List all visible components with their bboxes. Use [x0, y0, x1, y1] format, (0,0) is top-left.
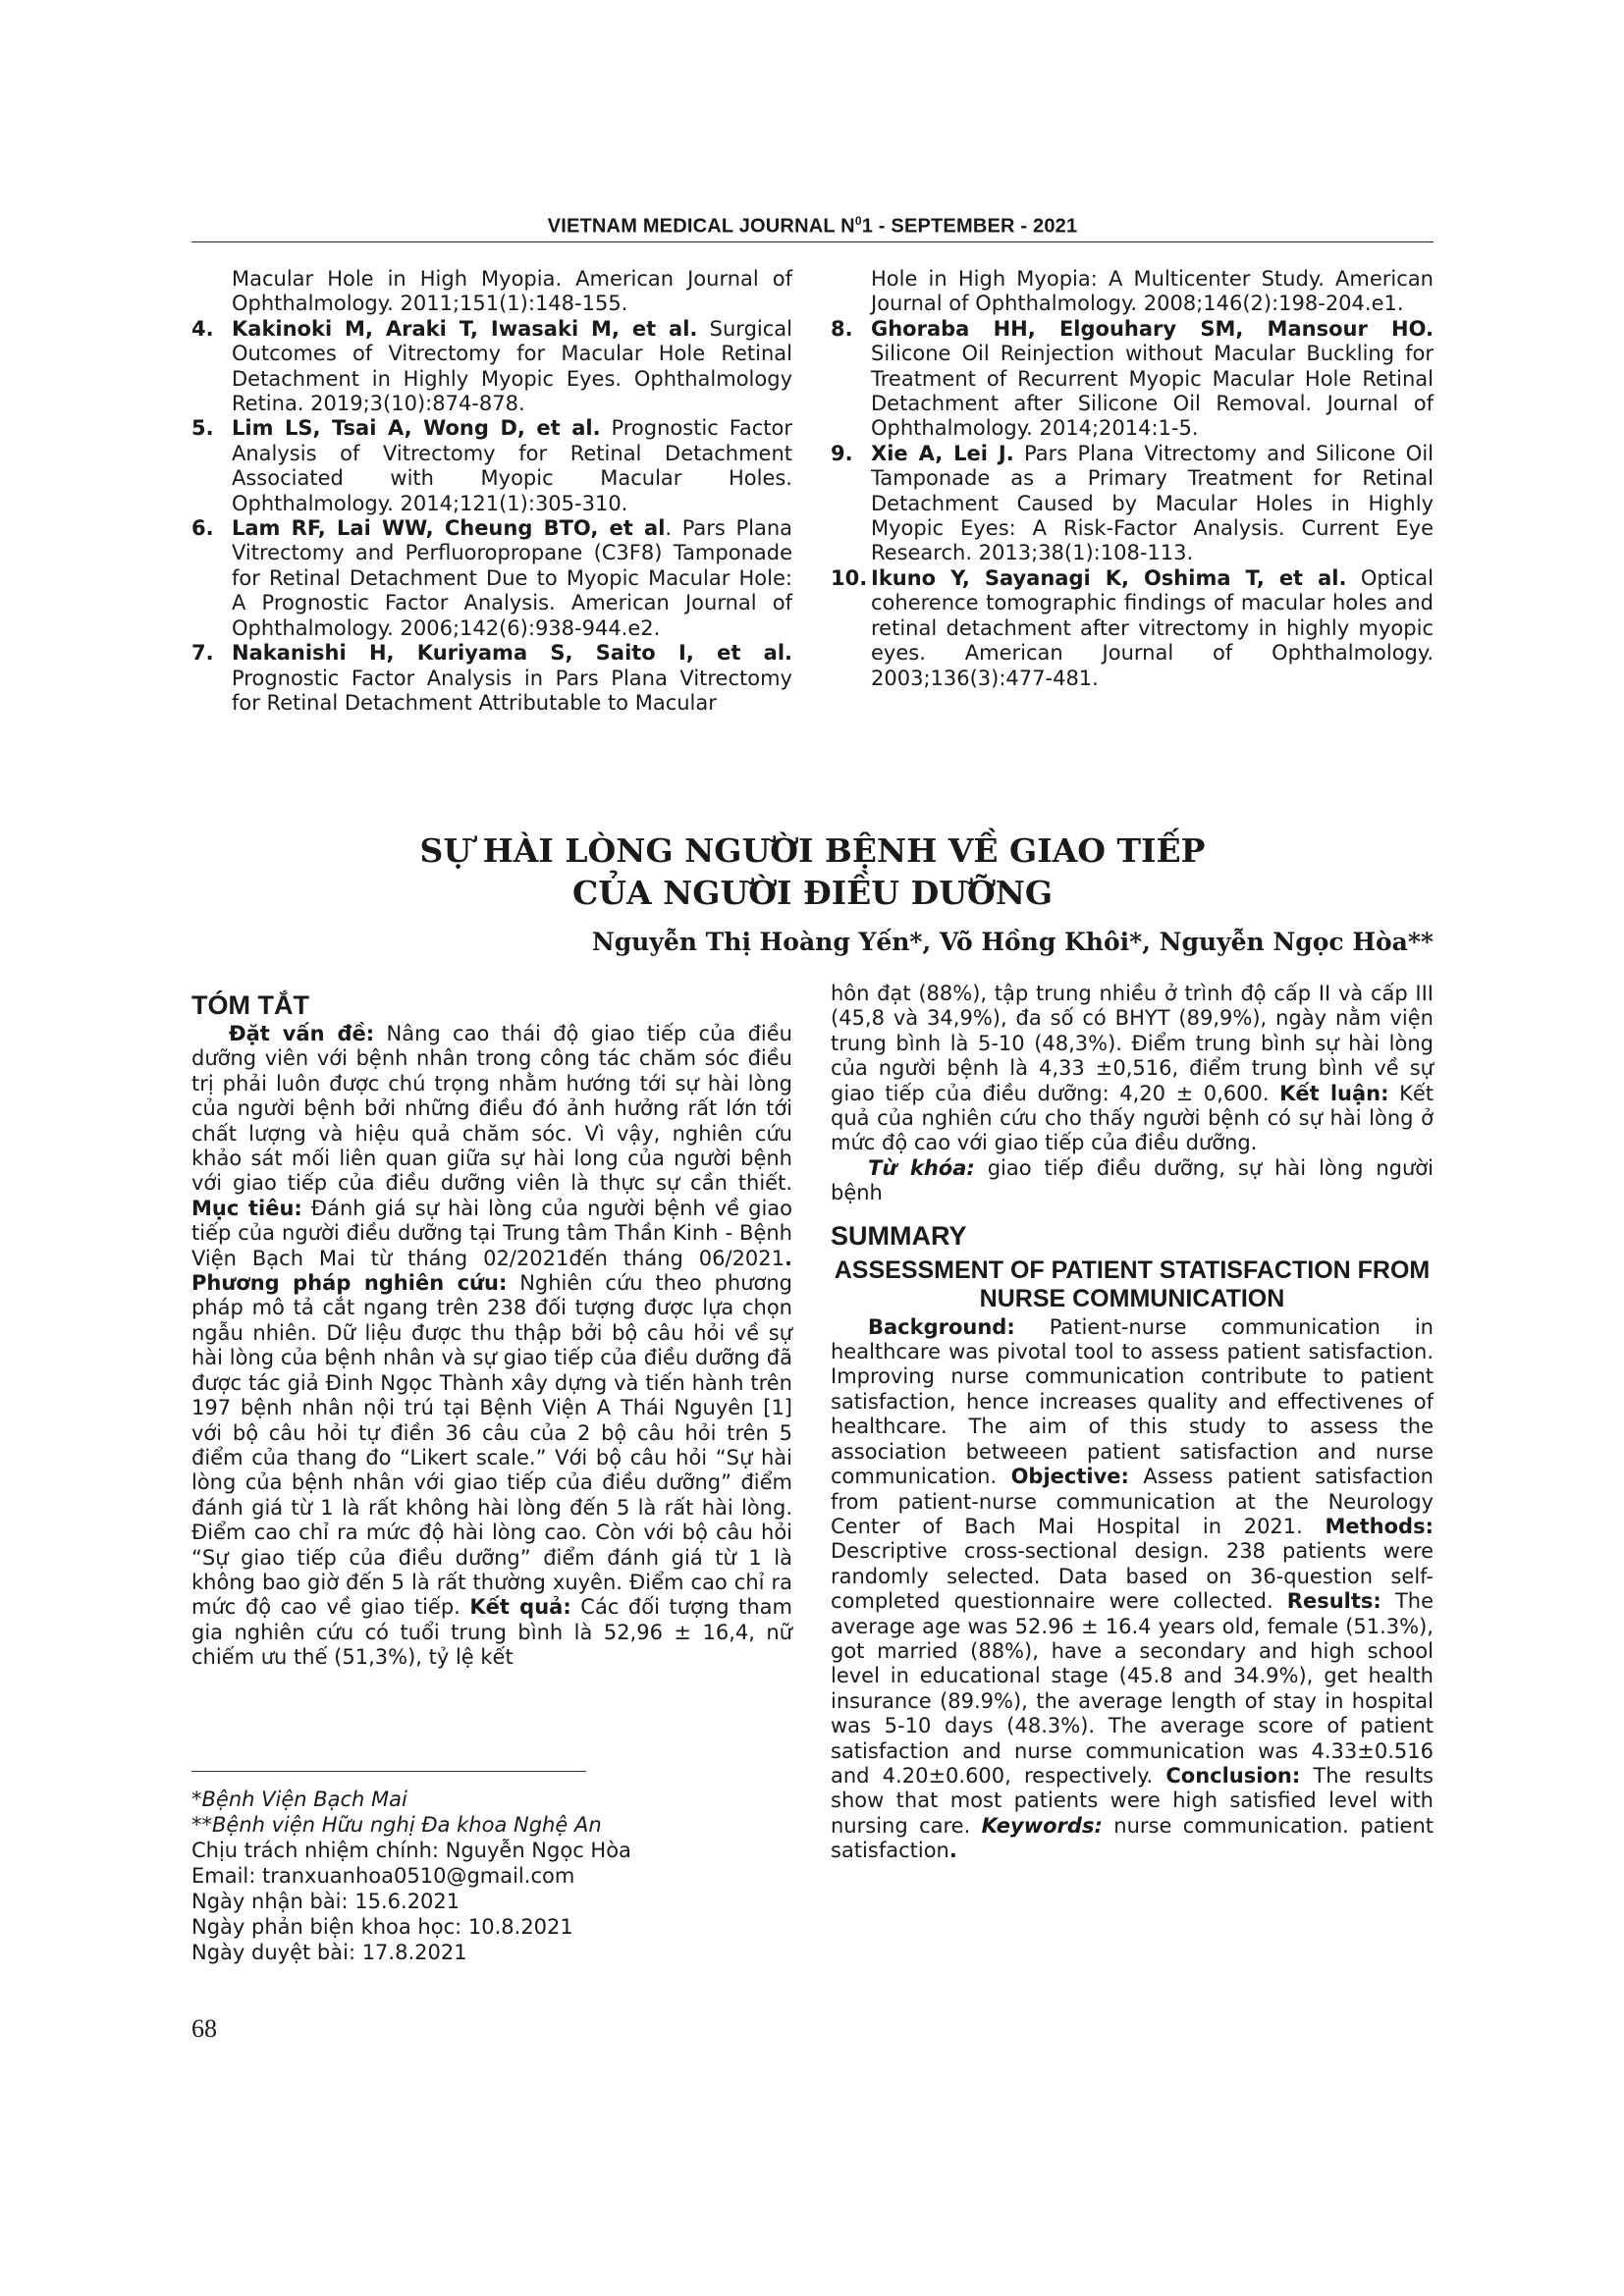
page-number: 68 [191, 2014, 217, 2043]
reference-item [831, 267, 1434, 317]
abstract-vi-continued [831, 982, 1434, 1156]
reference-item [831, 317, 1434, 442]
references-left [191, 267, 792, 716]
abstract-vi-paragraph [191, 1022, 792, 1671]
reference-item [191, 317, 792, 417]
reference-item [831, 442, 1434, 566]
abstract-text: Nghiên cứu theo phương pháp mô tả cắt ngang trên 238 đối tượng được lựa chọn ngẫu nhiên. Dữ liệu được thu thập bởi bộ câu hỏi về sự hài lòng của bệnh nhân và sự giao tiếp của điều dưỡng đã được tác giả Đinh Ngọc Thành xây dựng và tiến hành trên 197 bệnh nhân nội trú tại Bệnh Viện A Thái Nguyên [1] với bộ câu hỏi tự điền 36 câu của 2 bộ câu hỏi trên 5 điểm của thang đo “Likert scale.” Với bộ câu hỏi “Sự hài lòng của bệnh nhân với giao tiếp của điều dưỡng” điểm đánh giá từ 1 là rất không hài lòng đến 5 là rất hài lòng. Điểm cao chỉ ra mức độ hài lòng cao. Còn với bộ câu hỏi “Sự giao tiếp của điều dưỡng” điểm đánh giá từ 1 là không bao giờ đến 5 là rất thường xuyên. Điểm cao chỉ ra mức độ cao về giao tiếp. [191, 1271, 793, 1620]
abstract-text: Đánh giá sự hài lòng của người bệnh về giao tiếp của người điều dưỡng tại Trung tâm Thần Kinh - Bệnh Viện Bạch Mai từ tháng 02/2021đến tháng 06/2021 [191, 1196, 792, 1270]
footnote-line: Chịu trách nhiệm chính: Nguyễn Ngọc Hòa [191, 1839, 631, 1862]
summary-heading: SUMMARY [831, 1220, 967, 1251]
summary-paragraph [831, 1315, 1434, 1864]
footnote-line: Email: tranxuanhoa0510@gmail.com [191, 1864, 575, 1888]
reference-item [191, 267, 792, 317]
summary-text: Patient-nurse communication in healthcare was pivotal tool to assess patient satisfaction. Improving nurse communication contribute to patient satisfaction, hence increases quality and effectivenes of healthcare. The aim of this study to assess the association betweeen patient satisfaction and nurse communication. [831, 1314, 1434, 1489]
abstract-text: hôn đạt (88%), tập trung nhiều ở trình độ cấp II và cấp III (45,8 và 34,9%), đa số có BHYT (89,9%), ngày nằm viện trung bình là 5-10 (48,3%). Điểm trung bình sự hài lòng của người bệnh là 4,33 ±0,516, điểm trung bình về sự giao tiếp của điều dưỡng: 4,20 ± 0,600. [831, 982, 1434, 1105]
reference-text: Pars Plana Vitrectomy and Silicone Oil Tamponade as a Primary Treatment for Retinal Detachment Caused by Macular Holes in Highly Myopic Eyes: A Risk-Factor Analysis. Current Eye Research. 2013;38(1):108-113. [871, 441, 1434, 565]
reference-text: Prognostic Factor Analysis of Vitrectomy for Retinal Detachment Associated with Myopic Macular Holes. Ophthalmology. 2014;121(1):305-310. [232, 416, 792, 515]
reference-text: Surgical Outcomes of Vitrectomy for Macular Hole Retinal Detachment in Highly Myopic Eyes. Ophthalmology Retina. 2019;3(10):874-878. [232, 316, 792, 416]
footnote-line: Ngày duyệt bài: 17.8.2021 [191, 1941, 467, 1964]
summary-label: Background: [868, 1314, 1015, 1339]
reference-text: Optical coherence tomographic findings of macular holes and retinal detachment after vitrectomy in highly myopic eyes. American Journal of Ophthalmology. 2003;136(3):477-481. [871, 565, 1434, 690]
footnote-rule [191, 1771, 586, 1772]
abstract-vi-heading: TÓM TẮT [191, 990, 309, 1020]
reference-authors: Xie A, Lei J. [871, 441, 1014, 465]
title-line-2: CỦA NGƯỜI ĐIỀU DƯỠNG [571, 874, 1054, 912]
abstract-label: Kết quả: [469, 1595, 571, 1620]
abstract-right-column [831, 982, 1434, 1864]
reference-text: . Pars Plana Vitrectomy and Perfluoropropane (C3F8) Tamponade for Retinal Detachment Due to Myopic Macular Hole: A Prognostic Factor Analysis. American Journal of Ophthalmology. 2006;142(6):938-944.e2. [232, 516, 792, 640]
abstract-label: Kết luận: [1279, 1081, 1389, 1105]
reference-authors: Lam RF, Lai WW, Cheung BTO, et al [232, 516, 666, 541]
article-title [191, 829, 1434, 914]
reference-authors: Kakinoki M, Araki T, Iwasaki M, et al. [232, 316, 698, 341]
running-header-prefix: VIETNAM MEDICAL JOURNAL N [547, 215, 855, 238]
abstract-text: Các đối tượng tham gia nghiên cứu có tuổi trung bình là 52,96 ± 16,4, nữ chiếm ưu thế (51,3%), tỷ lệ kết [191, 1595, 792, 1670]
summary-label: . [948, 1839, 957, 1863]
title-line-1: SỰ HÀI LÒNG NGƯỜI BỆNH VỀ GIAO TIẾP [419, 831, 1206, 870]
reference-number: 4. [191, 316, 214, 341]
reference-text: Prognostic Factor Analysis in Pars Plana Vitrectomy for Retinal Detachment Attributable to Macular [232, 666, 792, 715]
reference-number: 7. [191, 641, 214, 666]
running-header-suffix: 1 - SEPTEMBER - 2021 [861, 215, 1078, 238]
summary-title: ASSESSMENT OF PATIENT STATISFACTION FROM NURSE COMMUNICATION [834, 1255, 1431, 1312]
abstract-label: Mục tiêu: [191, 1196, 302, 1220]
abstract-label: Đặt vấn đề: [229, 1022, 375, 1045]
header-rule [191, 241, 1434, 242]
abstract-vi-column [191, 989, 792, 1671]
reference-item [191, 641, 792, 716]
summary-label: Conclusion: [1165, 1763, 1301, 1788]
summary-keywords-label [982, 1814, 1103, 1838]
reference-number: 9. [831, 441, 853, 465]
reference-item [191, 516, 792, 641]
running-header-sup: 0 [854, 214, 862, 228]
abstract-vi-keywords [831, 1156, 1434, 1206]
reference-text: Silicone Oil Reinjection without Macular Buckling for Treatment of Recurrent Myopic Macular Hole Retinal Detachment after Silicone Oil Removal. Journal of Ophthalmology. 2014;2014:1-5. [871, 342, 1434, 441]
footnote-line: Ngày phản biện khoa học: 10.8.2021 [191, 1915, 573, 1939]
summary-label: Methods: [1325, 1514, 1434, 1538]
reference-text: Hole in High Myopia: A Multicenter Study. American Journal of Ophthalmology. 2008;146(2):198-204.e1. [871, 267, 1434, 316]
summary-text: nurse communication. patient satisfaction [831, 1813, 1434, 1863]
reference-number: 8. [831, 316, 853, 341]
keywords-vi-text: giao tiếp điều dưỡng, sự hài lòng người bệnh [831, 1155, 1434, 1205]
article-authors: Nguyễn Thị Hoàng Yến*, Võ Hồng Khôi*, Nguyễn Ngọc Hòa** [591, 928, 1434, 956]
reference-number: 5. [191, 416, 214, 441]
summary-keywords-label-text: Keywords: [981, 1813, 1103, 1838]
reference-number: 10. [831, 565, 868, 590]
summary-text: Assess patient satisfaction from patient-nurse communication at the Neurology Center of Bach Mai Hospital in 2021. [831, 1465, 1434, 1538]
summary-text: The results show that most patients were high satisfied level with nursing care. [831, 1763, 1434, 1838]
abstract-text: Nâng cao thái độ giao tiếp của điều dưỡng viên với bệnh nhân trong công tác chăm sóc điều trị phải luôn được chú trọng nhằm hướng tới sự hài lòng của người bệnh bởi những điều đó ảnh hưởng rất lớn tới chất lượng và hiệu quả chăm sóc. Vì vậy, nghiên cứu khảo sát mối liên quan giữa sự hài long của người bệnh với giao tiếp của điều dưỡng viên là thực sự cần thiết. [191, 1022, 792, 1196]
reference-authors: Ikuno Y, Sayanagi K, Oshima T, et al. [871, 565, 1347, 590]
footnotes [191, 1787, 792, 1965]
reference-item [191, 416, 792, 516]
summary-label: Results: [1286, 1589, 1381, 1614]
footnote-line: Ngày nhận bài: 15.6.2021 [191, 1890, 460, 1913]
reference-item [831, 566, 1434, 691]
abstract-label: . Phương pháp nghiên cứu: [191, 1246, 792, 1296]
footnote-line: **Bệnh viện Hữu nghị Đa khoa Nghệ An [191, 1813, 602, 1837]
summary-text: Descriptive cross-sectional design. 238 patients were randomly selected. Data based on 36-question self-completed questionnaire were collected. [831, 1539, 1434, 1614]
running-header [191, 214, 1434, 239]
reference-text: Macular Hole in High Myopia. American Journal of Ophthalmology. 2011;151(1):148-155. [232, 267, 792, 316]
footnote-line: *Bệnh Viện Bạch Mai [191, 1788, 407, 1811]
reference-authors: Nakanishi H, Kuriyama S, Saito I, et al. [232, 641, 792, 666]
reference-authors: Lim LS, Tsai A, Wong D, et al. [232, 416, 601, 441]
references-right [831, 267, 1434, 691]
summary-label: Objective: [1010, 1465, 1129, 1489]
reference-authors: Ghoraba HH, Elgouhary SM, Mansour HO. [871, 316, 1434, 341]
keywords-vi-label: Từ khóa: [868, 1155, 975, 1180]
summary-text: The average age was 52.96 ± 16.4 years old, female (51.3%), got married (88%), have a secondary and high school level in educational stage (45.8 and 34.9%), get health insurance (89.9%), the average length of stay in hospital was 5-10 days (48.3%). The average score of patient satisfaction and nurse communication was 4.33±0.516 and 4.20±0.600, respectively. [831, 1589, 1435, 1788]
reference-number: 6. [191, 516, 214, 541]
abstract-text: Kết quả của nghiên cứu cho thấy người bệnh có sự hài lòng ở mức độ cao với giao tiếp của điều dưỡng. [831, 1081, 1434, 1155]
